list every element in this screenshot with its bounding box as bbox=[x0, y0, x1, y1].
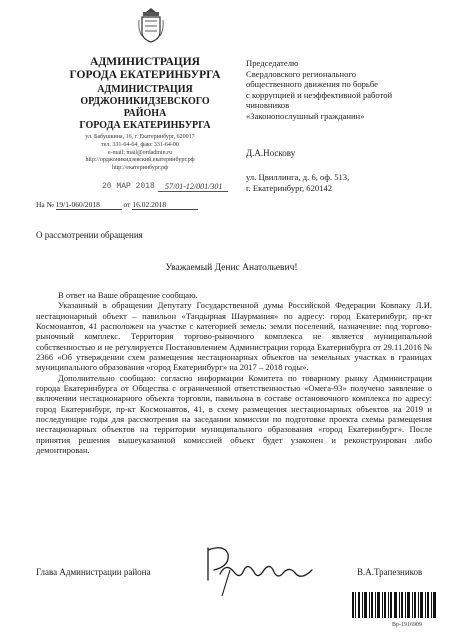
body-paragraph-2: Указанный в обращении Депутату Государственной думы Российской Федерации Ковпаку Л.И. нестационарный объект – павильон «Тандырная Шаурмания» по адресу: город Екатеринбург, пр-кт Космонавтов, 41 расположен на участке с категорией земель: земли поселений, назначение: под торгово-рыночный комплекс. Территория торгово-рыночного комплекса не является муниципальной собственностью и не регулируется Постановлением Администрации города Екатеринбурга от 29.11.2016 № 2366 «Об утверждении схем размещения нестационарных объектов на земельных участках в границах муниципального образования «город Екатеринбург» на 2017 – 2018 годы». bbox=[36, 300, 432, 373]
sender-address bbox=[60, 134, 220, 173]
recipient-block bbox=[246, 58, 446, 122]
reference-from-label: от bbox=[123, 200, 131, 209]
district-admin-line-2: ОРДЖОНИКИДЗЕВСКОГО bbox=[80, 96, 210, 107]
recipient-address-line-2: г. Екатеринбург, 620142 bbox=[246, 182, 333, 193]
recipient-address bbox=[246, 172, 349, 193]
recipient-line-1: Председателю bbox=[246, 58, 299, 68]
reference-prefix: На № bbox=[36, 200, 54, 209]
outgoing-number: 57/01-12/001/301 bbox=[165, 182, 223, 191]
barcode bbox=[352, 592, 436, 618]
signatory-name: В.А.Трапезников bbox=[357, 567, 423, 577]
signatory-position: Глава Администрации района bbox=[36, 567, 151, 577]
address-website-city: http://екатеринбург.рф bbox=[111, 165, 169, 172]
recipient-line-6: «Законопослушный гражданин» bbox=[246, 110, 365, 121]
recipient-line-2: Свердловского регионального bbox=[246, 68, 357, 79]
reference-date: 16.02.2018 bbox=[132, 200, 198, 210]
district-admin-line-3: РАЙОНА bbox=[123, 108, 167, 119]
date-stamp: 20 МАР 2018 bbox=[102, 182, 155, 191]
address-website-district: http://орджоникидзевский.екатеринбург.рф bbox=[85, 157, 195, 164]
recipient-line-3: общественного движения по борьбе bbox=[246, 79, 378, 90]
city-coat-of-arms-icon bbox=[138, 6, 164, 44]
reference-number: 19/1-060/2018 bbox=[56, 200, 122, 210]
body-paragraph-1: В ответ на Ваше обращение сообщаю. bbox=[58, 290, 198, 300]
body-paragraph-3: Дополнительно сообщаю: согласно информации Комитета по товарному рынку Администрации города Екатеринбурга от Общества с ограниченной ответственностью «Омега-93» получено заявление о включении нестационарного объекта торговли, павильона в составе остановочного комплекса по адресу: город Екатеринбург, пр-кт Космонавтов, 41, в схему размещения нестационарных объектов на 2019 и последующие годы для рассмотрения на заседании комиссии по подготовке проекта схемы размещения нестационарных объектов на территории муниципального образования «город Екатеринбург». После принятия решения вышеуказанной комиссией объект будет узаконен и реконструирован либо демонтирован. bbox=[36, 372, 432, 456]
recipient-line-5: чиновников bbox=[246, 100, 290, 111]
document-code: Вр-1916909 bbox=[392, 622, 422, 628]
recipient-address-line-1: ул. Цвиллинга, д. 6, оф. 513, bbox=[246, 172, 350, 182]
district-admin-line-4: ГОРОДА ЕКАТЕРИНБУРГА bbox=[79, 120, 211, 131]
address-street: ул. Бабушкина, 16, г. Екатеринбург, 620017 bbox=[85, 134, 195, 140]
handwritten-signature bbox=[200, 540, 320, 600]
admin-title: АДМИНИСТРАЦИЯ bbox=[90, 56, 200, 68]
recipient-name: Д.А.Носкову bbox=[246, 148, 296, 158]
greeting: Уважаемый Денис Анатольевич! bbox=[165, 263, 298, 273]
district-admin-line-1: АДМИНИСТРАЦИЯ bbox=[97, 84, 193, 95]
recipient-line-4: с коррупцией и неэффективной работой bbox=[246, 89, 393, 100]
address-phone: тел. 331-64-64, факс 331-64-00 bbox=[101, 141, 179, 148]
letter-subject: О рассмотрении обращения bbox=[36, 230, 143, 240]
sender-header bbox=[40, 56, 250, 132]
letter-body bbox=[36, 290, 432, 456]
address-email: e-mail: mail@ordadmin.ru bbox=[107, 149, 173, 156]
admin-city: ГОРОДА ЕКАТЕРИНБУРГА bbox=[69, 69, 221, 81]
reference-line bbox=[36, 200, 198, 210]
number-underline bbox=[158, 191, 228, 192]
